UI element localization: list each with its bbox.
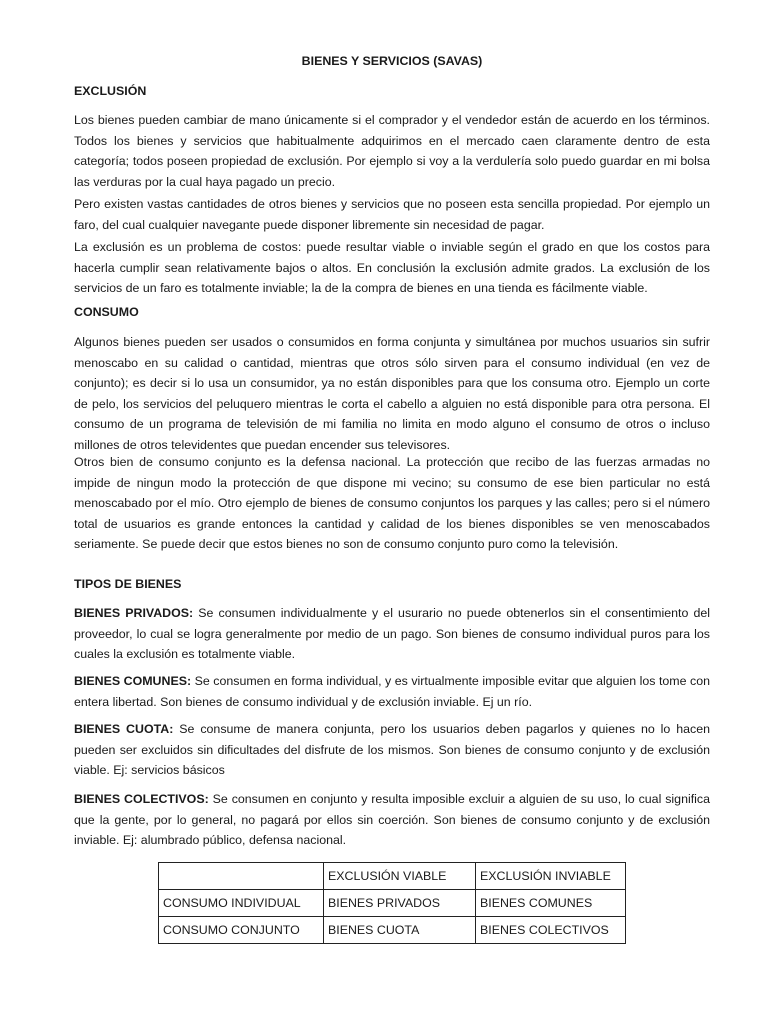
- table-cell: BIENES COLECTIVOS: [476, 917, 626, 944]
- paragraph-exclusion-1: Los bienes pueden cambiar de mano únicamente si el comprador y el vendedor están de acuerdo en los términos. Todos los bienes y servicios que habitualmente adquirimos en el mercado caen claramente dentro de esta categoría; todos poseen propiedad de exclusión. Por ejemplo si voy a la verdulería solo puedo guardar en mi bolsa las verduras por la cual haya pagado un precio.: [74, 113, 710, 189]
- goods-classification-table: [158, 862, 626, 944]
- definition-bienes-colectivos: [74, 789, 710, 851]
- paragraph-consumo-2: Otros bien de consumo conjunto es la defensa nacional. La protección que recibo de las fuerzas armadas no impide de ningun modo la protección de que dispone mi vecino; su consumo de ese bien particular no está menoscabado por el mío. Otro ejemplo de bienes de consumo conjuntos los parques y las calles; pero si el número total de usuarios es grande entonces la cantidad y calidad de los bienes disponibles se ven menoscabados seriamente. Se puede decir que estos bienes no son de consumo conjunto puro como la televisión.: [74, 455, 710, 551]
- definition-term: BIENES CUOTA:: [74, 722, 174, 736]
- section-heading-consumo: CONSUMO: [74, 305, 139, 319]
- definition-bienes-comunes: [74, 671, 710, 712]
- table-row: [159, 890, 626, 917]
- definition-term: BIENES PRIVADOS:: [74, 606, 194, 620]
- definition-text: Se consumen individualmente y el usurario no puede obtenerlos sin el consentimiento del proveedor, lo cual se logra generalmente por medio de un pago. Son bienes de consumo individual puros para los cuales la exclusión es totalmente viable.: [74, 606, 710, 661]
- paragraph-exclusion-3: La exclusión es un problema de costos: puede resultar viable o inviable según el grado en que los costos para hacerla cumplir sean relativamente bajos o altos. En conclusión la exclusión admite grados. La exclusión de los servicios de un faro es totalmente inviable; la de la compra de bienes en una tienda es fácilmente viable.: [74, 240, 710, 295]
- table-cell: [159, 863, 324, 890]
- definition-bienes-cuota: [74, 719, 710, 781]
- definition-text: Se consumen en forma individual, y es virtualmente imposible evitar que alguien los tome con entera libertad. Son bienes de consumo individual y de exclusión inviable. Ej un río.: [74, 674, 710, 709]
- table-header-cell: EXCLUSIÓN VIABLE: [324, 863, 476, 890]
- section-heading-exclusion: EXCLUSIÓN: [74, 84, 147, 98]
- definition-term: BIENES COMUNES:: [74, 674, 192, 688]
- paragraph-consumo-1: Algunos bienes pueden ser usados o consumidos en forma conjunta y simultánea por muchos usuarios sin sufrir menoscabo en su calidad o cantidad, mientras que otros sólo sirven para el consumo individual (en vez de conjunto); es decir si lo usa un consumidor, ya no están disponibles para que los consuma otro. Ejemplo un corte de pelo, los servicios del peluquero mientras le corta el cabello a alguien no está disponible para otra persona. El consumo de un programa de televisión de mi familia no limita en modo alguno el consumo de otros o incluso millones de otros televidentes que puedan encender sus televisores.: [74, 335, 710, 452]
- section-heading-tipos: TIPOS DE BIENES: [74, 577, 182, 591]
- document-title: BIENES Y SERVICIOS (SAVAS): [301, 54, 483, 68]
- definition-text: Se consumen en conjunto y resulta imposible excluir a alguien de su uso, lo cual significa que la gente, por lo general, no pagará por ellos sin coerción. Son bienes de consumo conjunto y de exclusión inviable. Ej: alumbrado público, defensa nacional.: [74, 792, 711, 847]
- table-header-cell: EXCLUSIÓN INVIABLE: [476, 863, 626, 890]
- table-cell: BIENES PRIVADOS: [324, 890, 476, 917]
- definition-bienes-privados: [74, 603, 710, 665]
- table-cell: BIENES COMUNES: [476, 890, 626, 917]
- table-row: [159, 863, 626, 890]
- table-row-header-cell: CONSUMO CONJUNTO: [159, 917, 324, 944]
- document-page: [74, 0, 710, 1024]
- definition-text: Se consume de manera conjunta, pero los usuarios deben pagarlos y quienes no lo hacen pueden ser excluidos sin dificultades del disfrute de los mismos. Son bienes de consumo conjunto y de exclusión viable. Ej: servicios básicos: [74, 722, 710, 777]
- table-cell: BIENES CUOTA: [324, 917, 476, 944]
- paragraph-exclusion-2: Pero existen vastas cantidades de otros bienes y servicios que no poseen esta sencilla propiedad. Por ejemplo un faro, del cual cualquier navegante puede disponer libremente sin necesidad de pagar.: [74, 197, 710, 232]
- definition-term: BIENES COLECTIVOS:: [74, 792, 209, 806]
- table-row: [159, 917, 626, 944]
- table-row-header-cell: CONSUMO INDIVIDUAL: [159, 890, 324, 917]
